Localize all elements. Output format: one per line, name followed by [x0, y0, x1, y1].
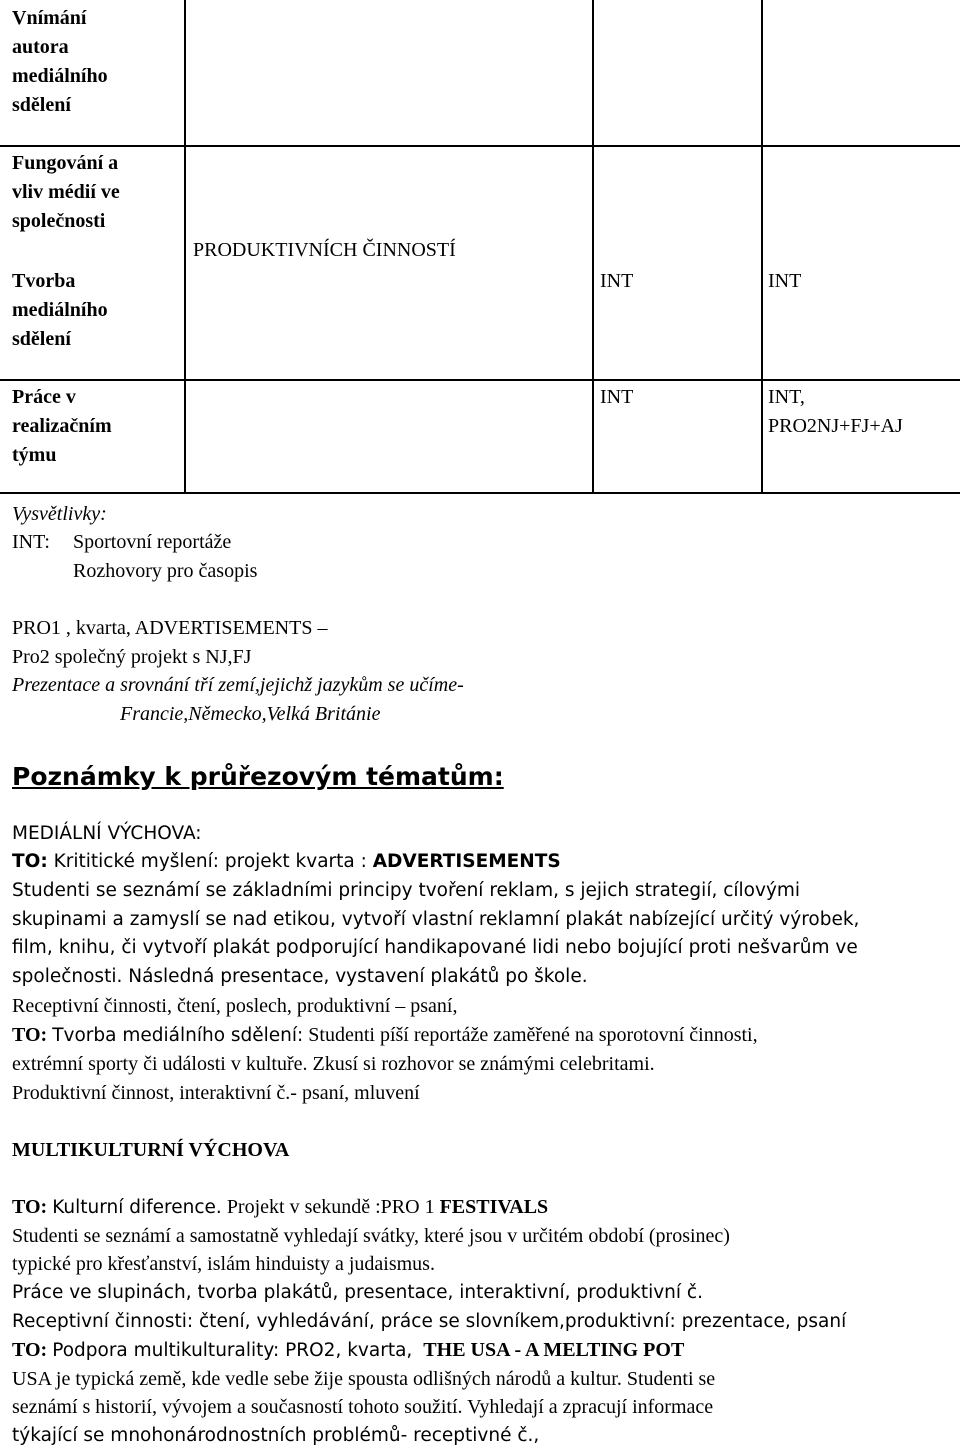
label-line: společnosti — [12, 210, 106, 232]
label-line: vliv médií ve — [12, 181, 120, 203]
table-row-divider — [0, 379, 960, 381]
label-line: sdělení — [12, 328, 71, 350]
paragraph-line: Produktivní činnost, interaktivní č.- psaní, mluvení — [12, 1082, 420, 1104]
to-project: FESTIVALS — [439, 1196, 549, 1218]
legend-pro2: Pro2 společný projekt s NJ,FJ — [12, 646, 252, 668]
to-project: ADVERTISEMENTS — [372, 851, 561, 872]
paragraph-line: typické pro křesťanství, islám hinduisty a judaismus. — [12, 1253, 435, 1275]
to-label: TO: — [12, 1024, 48, 1046]
legend-title: Vysvětlivky: — [12, 503, 107, 525]
to-text: Krititické myšlení: projekt kvarta : — [53, 851, 367, 872]
label-line: sdělení — [12, 94, 71, 116]
table-row-label — [12, 149, 120, 236]
paragraph-line: USA je typická země, kde vedle sebe žije spousta odlišných národů a kultur. Studenti se — [12, 1368, 716, 1390]
legend-presentation-countries: Francie,Německo,Velká Británie — [120, 703, 381, 725]
table-row-divider — [0, 492, 960, 494]
label-line: realizačním — [12, 415, 112, 437]
to-label: TO: — [12, 1339, 48, 1361]
legend-int-item: Rozhovory pro časopis — [73, 560, 258, 582]
table-row-label — [12, 267, 108, 354]
multi-topic-line-2 — [12, 1336, 684, 1365]
label-line: Tvorba — [12, 270, 76, 292]
cell-line: PRO2NJ+FJ+AJ — [768, 415, 903, 437]
to-label: TO: — [12, 851, 48, 872]
cell-line: INT, — [768, 386, 805, 408]
topics-table — [0, 0, 960, 494]
multi-topic-line — [12, 1193, 548, 1222]
paragraph-line: Studenti se seznámí se základními principy tvoření reklam, s jejich strategií, cílovými — [12, 880, 801, 901]
to-label: TO: — [12, 1196, 48, 1218]
to-project: THE USA - A MELTING POT — [423, 1339, 685, 1361]
table-row-label — [12, 4, 108, 120]
paragraph-line: Receptivní činnosti, čtení, poslech, produktivní – psaní, — [12, 995, 458, 1017]
label-line: Vnímání — [12, 7, 87, 29]
table-col-divider — [761, 0, 763, 494]
notes-heading: Poznámky k průřezovým tématům: — [12, 762, 504, 791]
label-line: autora — [12, 36, 69, 58]
paragraph-line: skupinami a zamyslí se nad etikou, vytvoří vlastní reklamní plakát nabízející určitý výrobek, — [12, 909, 860, 930]
multi-heading: MULTIKULTURNÍ VÝCHOVA — [12, 1139, 290, 1161]
table-col-divider — [592, 0, 594, 494]
media-heading: MEDIÁLNÍ VÝCHOVA: — [12, 823, 202, 844]
to-text: Tvorba mediálního sdělení: — [52, 1025, 304, 1046]
legend-int-label: INT: — [12, 531, 50, 553]
media-topic-line-2 — [12, 1021, 758, 1050]
table-col-divider — [184, 0, 186, 494]
label-line: týmu — [12, 444, 57, 466]
paragraph-line: Receptivní činnosti: čtení, vyhledávání, práce se slovníkem,produktivní: prezentace, psaní — [12, 1311, 847, 1332]
table-cell: INT — [600, 386, 634, 408]
to-rest: Projekt v sekundě :PRO 1 — [226, 1196, 435, 1218]
label-line: Práce v — [12, 386, 76, 408]
paragraph-line: film, knihu, či vytvoří plakát podporující handikapované lidi nebo bojující proti nešvarům ve — [12, 937, 858, 958]
table-row-label — [12, 383, 112, 470]
to-text: Kulturní diference. — [52, 1197, 222, 1218]
paragraph-line: Práce ve slupinách, tvorba plakátů, presentace, interaktivní, produktivní č. — [12, 1282, 703, 1303]
table-row-divider — [0, 145, 960, 147]
label-line: Fungování a — [12, 152, 119, 174]
spanning-cell-text: PRODUKTIVNÍCH ČINNOSTÍ — [193, 239, 456, 261]
paragraph-line: týkající se mnohonárodnostních problémů- receptivné č., — [12, 1425, 540, 1446]
paragraph-line: extrémní sporty či události v kultuře. Zkusí si rozhovor se známými celebritami. — [12, 1053, 655, 1075]
legend-pro1: PRO1 , kvarta, ADVERTISEMENTS – — [12, 617, 328, 639]
legend-presentation: Prezentace a srovnání tří zemí,jejichž jazykům se učíme- — [12, 674, 464, 696]
to-text: Podpora multikulturality: PRO2, kvarta, — [52, 1340, 413, 1361]
table-cell: INT — [600, 270, 634, 292]
table-cell — [768, 383, 903, 441]
paragraph-line: společnosti. Následná presentace, vystavení plakátů po škole. — [12, 966, 588, 987]
label-line: mediálního — [12, 65, 108, 87]
paragraph-line: Studenti se seznámí a samostatně vyhledají svátky, které jsou v určitém období (prosinec) — [12, 1225, 730, 1247]
label-line: mediálního — [12, 299, 108, 321]
paragraph-line: seznámí s historií, vývojem a současností tohoto soužití. Vyhledají a zpracují informace — [12, 1396, 714, 1418]
media-topic-line — [12, 848, 561, 876]
to-rest: Studenti píší reportáže zaměřené na sporotovní činnosti, — [308, 1024, 758, 1046]
legend-int-item: Sportovní reportáže — [73, 531, 232, 553]
table-cell: INT — [768, 270, 802, 292]
